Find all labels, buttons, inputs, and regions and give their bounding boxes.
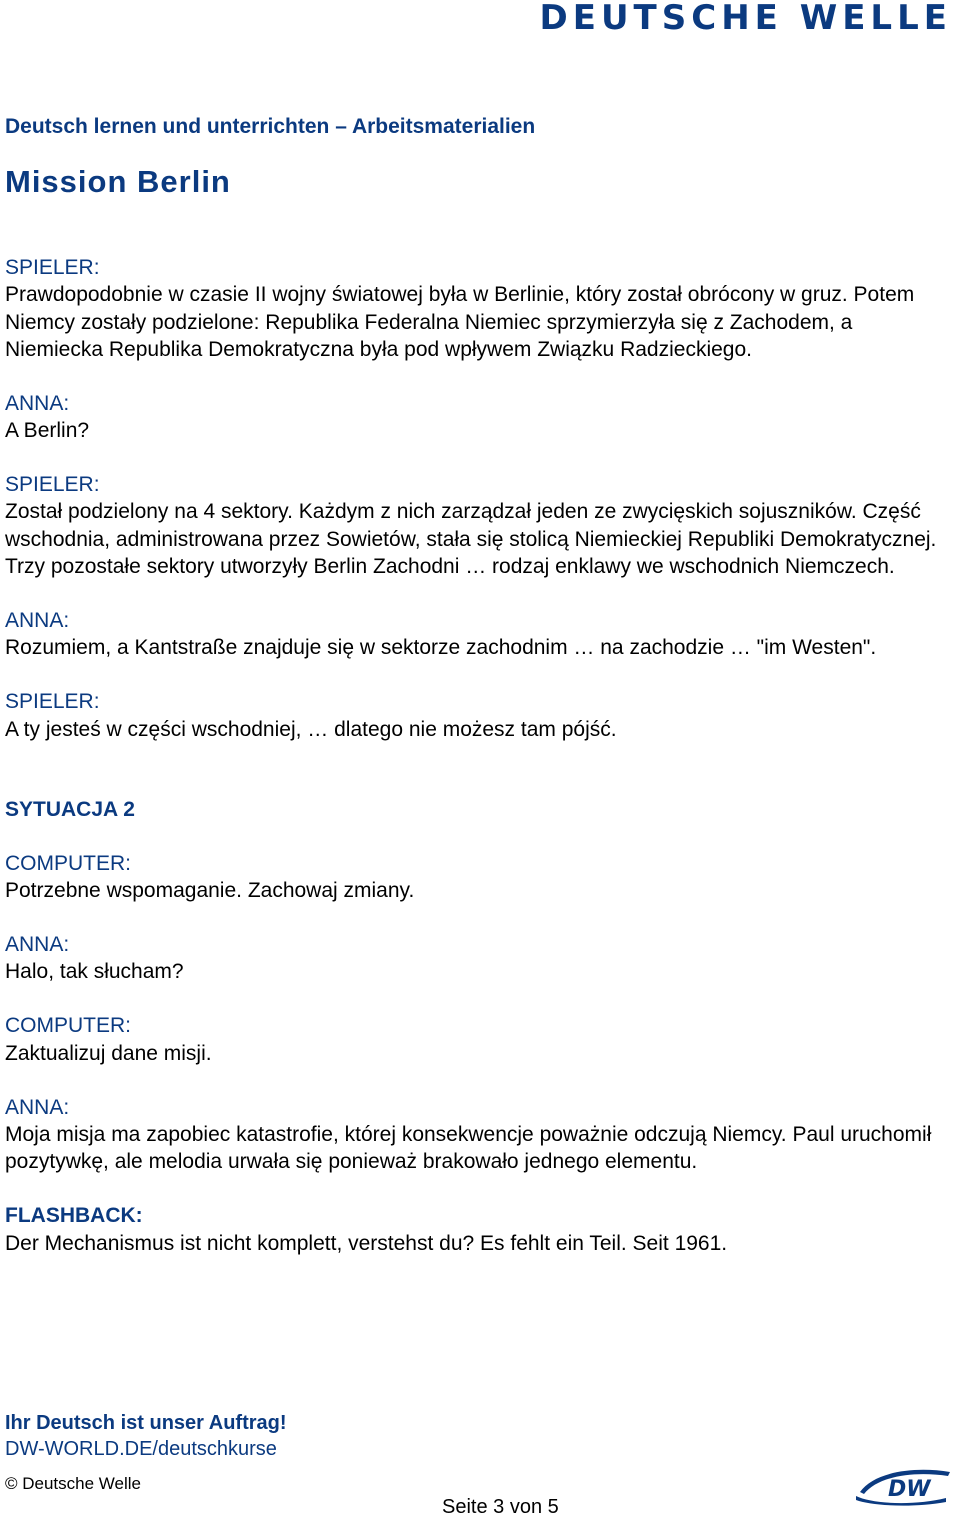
document-body [5,254,950,1257]
speaker-label: SPIELER: [5,256,100,279]
dialogue-text: A ty jesteś w części wschodniej, … dlatego nie możesz tam pójść. [5,717,617,741]
dialogue-text: A Berlin? [5,419,90,443]
flashback-text: Der Mechanismus ist nicht komplett, verstehst du? Es fehlt ein Teil. Seit 1961. [5,1231,728,1255]
dialogue-text: Zaktualizuj dane misji. [5,1041,212,1065]
dialogue-text: Został podzielony na 4 sektory. Każdym z nich zarządzał jeden ze zwycięskich sojuszników. Część wschodnia, administrowana przez Sowietów, stała się stolicą Niemieckiej Republiki Demokratycznej. Trzy pozostałe sektory utworzyły Berlin Zachodni … rodzaj enklawy we wschodnich Niemczech. [5,500,937,579]
dialogue-text: Rozumiem, a Kantstraße znajduje się w sektorze zachodnim … na zachodzie … "im Westen". [5,636,877,660]
dw-logo-icon [854,1466,952,1506]
speaker-label: ANNA: [5,933,70,957]
copyright-notice: © Deutsche Welle [5,1474,141,1493]
speaker-label: ANNA: [5,609,70,633]
speaker-label: ANNA: [5,391,70,415]
speaker-label: SPIELER: [5,690,100,714]
deutsche-welle-wordmark: DEUTSCHE WELLE [539,0,952,38]
dialogue-text: Halo, tak słucham? [5,960,184,984]
footer-slogan: Ihr Deutsch ist unser Auftrag! [5,1412,287,1434]
speaker-label: ANNA: [5,1095,70,1119]
speaker-label: COMPUTER: [5,851,131,875]
speaker-label: COMPUTER: [5,1014,131,1038]
flashback-label: FLASHBACK: [5,1204,143,1228]
dialogue-text: Prawdopodobnie w czasie II wojny światowej była w Berlinie, który został obrócony w gruz. Potem Niemcy zostały podzielone: Republika Federalna Niemiec sprzymierzyła się z Zachodem, a Niemiecka Republika Demokratyczna była pod wpływem Związku Radzieckiego. [5,283,915,361]
footer-url-link[interactable]: DW-WORLD.DE/deutschkurse [5,1438,277,1460]
dialogue-text: Potrzebne wspomaganie. Zachowaj zmiany. [5,879,415,903]
speaker-label: SPIELER: [5,473,100,497]
dw-logo-text: DW [888,1477,931,1502]
dialogue-text: Moja misja ma zapobiec katastrofie, której konsekwencje poważnie odczują Niemcy. Paul uruchomił pozytywkę, ale melodia urwała się ponieważ brakowało jednego elementu. [5,1123,932,1174]
page-number: Seite 3 von 5 [442,1496,559,1518]
section-heading: SYTUACJA 2 [5,797,135,821]
document-subtitle: Deutsch lernen und unterrichten – Arbeitsmaterialien [5,115,536,138]
document-title: Mission Berlin [5,164,231,199]
